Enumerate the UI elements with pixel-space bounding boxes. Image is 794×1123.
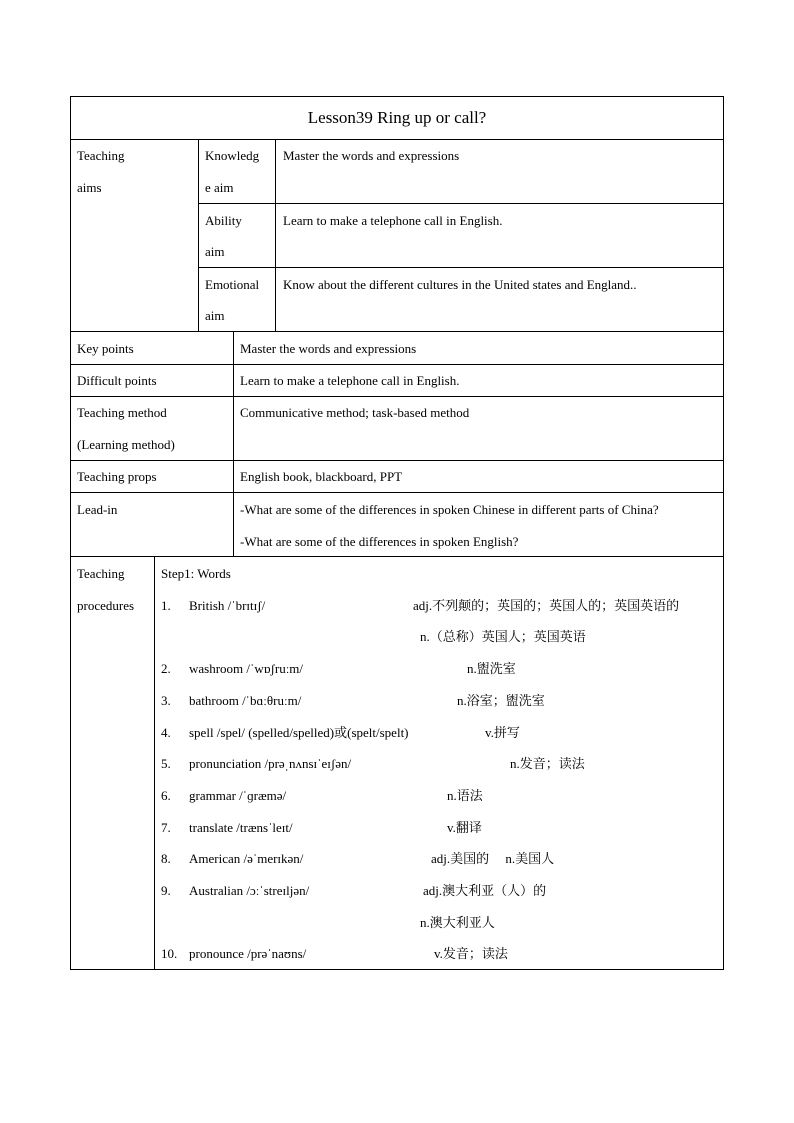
page-title: Lesson39 Ring up or call? bbox=[307, 108, 487, 127]
leadin-question-2: -What are some of the differences in spoken English? bbox=[240, 534, 519, 549]
props-label: Teaching props bbox=[77, 469, 157, 484]
word-meaning: adj.澳大利亚（人）的 bbox=[423, 883, 547, 898]
word-number: 10. bbox=[161, 946, 178, 961]
word-entry: American /əˈmerɪkən/ bbox=[189, 851, 304, 866]
word-number: 9. bbox=[161, 883, 171, 898]
method-label-line2: (Learning method) bbox=[77, 437, 175, 452]
procedures-label-cell bbox=[70, 556, 155, 970]
ability-aim-label-line2: aim bbox=[205, 244, 225, 259]
props-text: English book, blackboard, PPT bbox=[240, 469, 403, 484]
procedures-label-line1: Teaching bbox=[77, 566, 125, 581]
word-meaning: n.发音；读法 bbox=[510, 756, 585, 771]
difficult-points-label: Difficult points bbox=[77, 373, 157, 388]
word-meaning: n.浴室；盥洗室 bbox=[457, 693, 545, 708]
word-number: 1. bbox=[161, 598, 171, 613]
step-title: Step1: Words bbox=[161, 566, 231, 581]
word-number: 6. bbox=[161, 788, 171, 803]
word-number: 4. bbox=[161, 725, 171, 740]
aims-label-cell bbox=[70, 139, 199, 332]
knowledge-aim-text: Master the words and expressions bbox=[283, 148, 460, 163]
aims-label-line2: aims bbox=[77, 180, 102, 195]
word-meaning: n.语法 bbox=[447, 788, 483, 803]
word-entry: Australian /ɔːˈstreɪljən/ bbox=[189, 883, 310, 898]
word-entry: translate /trænsˈleɪt/ bbox=[189, 820, 293, 835]
emotional-aim-text: Know about the different cultures in the United states and England.. bbox=[283, 277, 637, 292]
word-meaning-second: n.（总称）英国人；英国英语 bbox=[420, 629, 586, 644]
leadin-question-1: -What are some of the differences in spoken Chinese in different parts of China? bbox=[240, 502, 659, 517]
method-label-line1: Teaching method bbox=[77, 405, 167, 420]
word-entry: spell /spel/ (spelled/spelled)或(spelt/spelt) bbox=[189, 725, 409, 740]
aims-label-line1: Teaching bbox=[77, 148, 125, 163]
key-points-label: Key points bbox=[77, 341, 134, 356]
word-entry: bathroom /ˈbɑːθruːm/ bbox=[189, 693, 302, 708]
difficult-points-text: Learn to make a telephone call in English. bbox=[240, 373, 460, 388]
word-entry: grammar /ˈɡræmə/ bbox=[189, 788, 287, 803]
word-entry: British /ˈbrɪtɪʃ/ bbox=[189, 598, 266, 613]
word-entry: pronounce /prəˈnaʊns/ bbox=[189, 946, 307, 961]
ability-aim-label-line1: Ability bbox=[205, 213, 242, 228]
word-meaning-second: n.澳大利亚人 bbox=[420, 915, 495, 930]
key-points-text: Master the words and expressions bbox=[240, 341, 417, 356]
word-number: 7. bbox=[161, 820, 171, 835]
knowledge-aim-label-line2: e aim bbox=[205, 180, 234, 195]
ability-aim-text: Learn to make a telephone call in English. bbox=[283, 213, 503, 228]
word-meaning: n.盥洗室 bbox=[467, 661, 516, 676]
word-meaning: v.拼写 bbox=[485, 725, 520, 740]
emotional-aim-label-line2: aim bbox=[205, 308, 225, 323]
knowledge-aim-label-line1: Knowledg bbox=[205, 148, 260, 163]
word-number: 8. bbox=[161, 851, 171, 866]
word-number: 5. bbox=[161, 756, 171, 771]
word-number: 3. bbox=[161, 693, 171, 708]
word-meaning: v.翻译 bbox=[447, 820, 482, 835]
word-entry: pronunciation /prəˌnʌnsɪˈeɪʃən/ bbox=[189, 756, 352, 771]
word-meaning: adj.不列颠的；英国的；英国人的；英国英语的 bbox=[413, 598, 680, 613]
emotional-aim-label-line1: Emotional bbox=[205, 277, 260, 292]
word-meaning: adj.美国的 n.美国人 bbox=[431, 851, 555, 866]
word-entry: washroom /ˈwɒʃruːm/ bbox=[189, 661, 304, 676]
procedures-label-line2: procedures bbox=[77, 598, 135, 613]
word-meaning: v.发音；读法 bbox=[434, 946, 508, 961]
word-number: 2. bbox=[161, 661, 171, 676]
leadin-label: Lead-in bbox=[77, 502, 118, 517]
method-text: Communicative method; task-based method bbox=[240, 405, 470, 420]
